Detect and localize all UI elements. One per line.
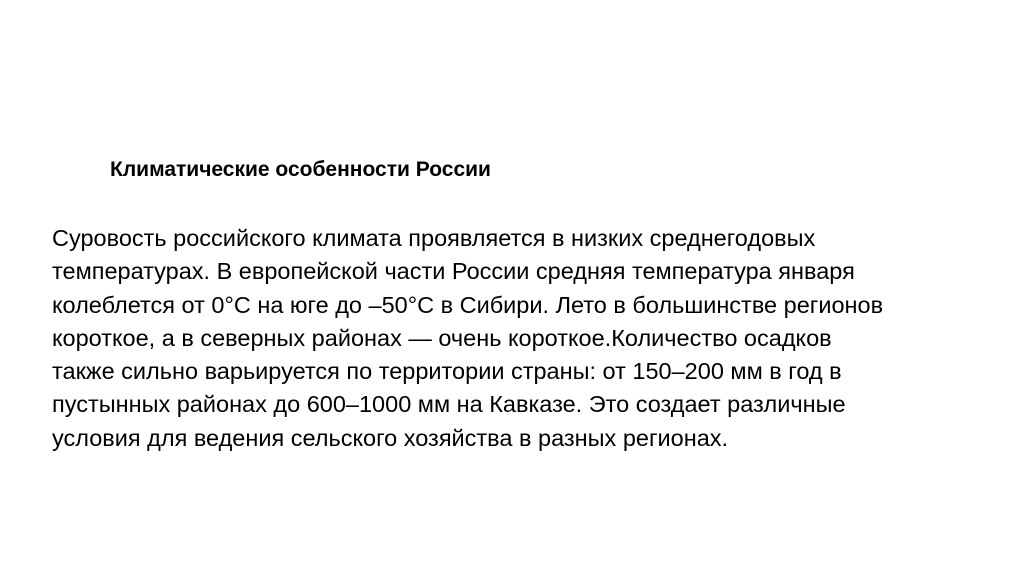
paragraph-line: также сильно варьируется по территории страны: от 150–200 мм в год в xyxy=(52,358,842,385)
paragraph-line: Суровость российского климата проявляется в низких среднегодовых xyxy=(52,225,816,251)
slide-title: Климатические особенности России xyxy=(110,158,491,181)
slide-paragraph xyxy=(52,222,883,455)
paragraph-line: короткое, а в северных районах — очень короткое.Количество осадков xyxy=(52,324,832,351)
paragraph-line: колеблется от 0°С на юге до –50°С в Сибири. Лето в большинстве регионов xyxy=(52,291,884,318)
paragraph-line: пустынных районах до 600–1000 мм на Кавказе. Это создает различные xyxy=(52,391,846,418)
paragraph-line: температурах. В европейской части России средняя температура января xyxy=(52,258,855,285)
paragraph-line: условия для ведения сельского хозяйства в разных регионах. xyxy=(52,424,729,451)
